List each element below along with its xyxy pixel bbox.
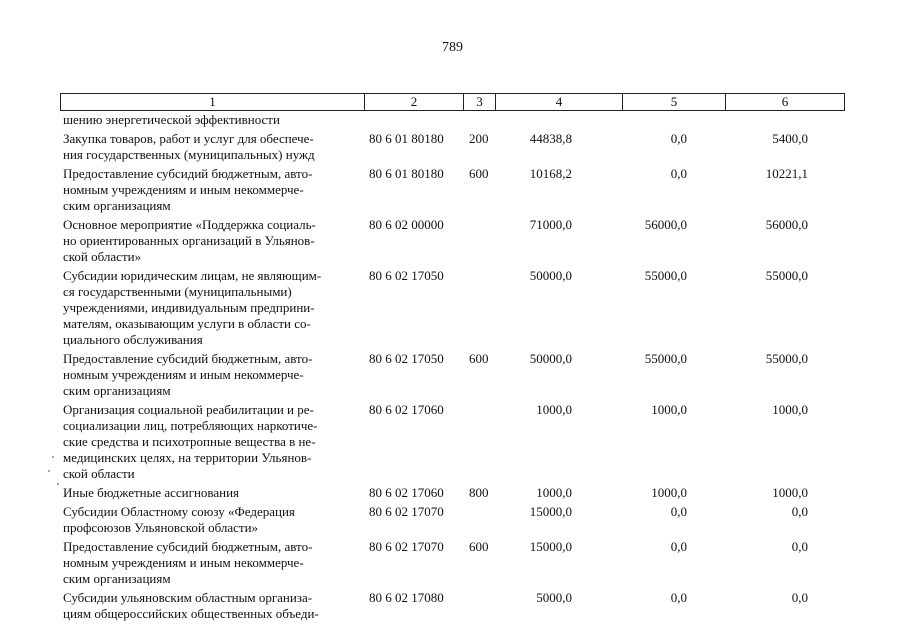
- table-header: [60, 93, 845, 111]
- row-description: Субсидии Областному союзу «Федерация профсоюзов Ульяновской области»: [63, 504, 295, 535]
- row-expense-type: 800: [469, 485, 489, 500]
- row-value-col5: 0,0: [670, 539, 687, 554]
- row-value-col5: 1000,0: [651, 402, 687, 417]
- row-value-col6: 5400,0: [772, 131, 808, 146]
- row-expense-type: 600: [469, 166, 489, 181]
- table-row: [63, 539, 843, 587]
- table-row: [63, 590, 843, 622]
- row-description: шению энергетической эффективности: [63, 112, 280, 127]
- row-value-col6: 0,0: [791, 504, 808, 519]
- row-description: Предоставление субсидий бюджетным, авто- номным учреждениям и иным некоммерче- ским организациям: [63, 539, 313, 586]
- table-row: [63, 504, 843, 536]
- row-code: 80 6 02 17050: [369, 268, 444, 283]
- header-col-4: 4: [496, 94, 623, 110]
- header-col-6: 6: [781, 94, 789, 109]
- scan-speck: [52, 456, 54, 458]
- row-value-col5: 0,0: [670, 131, 687, 146]
- row-value-col4: 1000,0: [536, 402, 572, 417]
- header-col-5: 5: [623, 94, 726, 110]
- row-value-col6: 55000,0: [765, 268, 808, 283]
- row-value-col5: 55000,0: [644, 268, 687, 283]
- budget-table-body: [63, 112, 843, 622]
- row-value-col6: 10221,1: [765, 166, 808, 181]
- row-code: 80 6 02 17080: [369, 590, 444, 605]
- row-value-col5: 55000,0: [644, 351, 687, 366]
- header-col-2: 2: [365, 94, 464, 110]
- row-value-col5: 1000,0: [651, 485, 687, 500]
- table-row: [63, 217, 843, 265]
- table-row: [63, 351, 843, 399]
- row-value-col5: 0,0: [670, 590, 687, 605]
- row-description: Организация социальной реабилитации и ре- социализации лиц, потребляющих наркотиче- ские средства и психотропные вещества в не- медицинских целях, на территории Ульянов- ской области: [63, 402, 318, 481]
- row-value-col6: 0,0: [791, 539, 808, 554]
- row-code: 80 6 01 80180: [369, 166, 444, 181]
- row-code: 80 6 02 00000: [369, 217, 444, 232]
- header-col-3: 3: [464, 94, 496, 110]
- row-code: 80 6 01 80180: [369, 131, 444, 146]
- row-description: Основное мероприятие «Поддержка социаль- но ориентированных организаций в Ульянов- ской области»: [63, 217, 316, 264]
- row-code: 80 6 02 17060: [369, 485, 444, 500]
- row-description: Закупка товаров, работ и услуг для обеспече- ния государственных (муниципальных) нужд: [63, 131, 315, 162]
- row-expense-type: 200: [469, 131, 489, 146]
- row-value-col5: 56000,0: [644, 217, 687, 232]
- header-col-1: 1: [61, 94, 365, 110]
- row-value-col4: 15000,0: [529, 504, 572, 519]
- row-description: Предоставление субсидий бюджетным, авто- номным учреждениям и иным некоммерче- ским организациям: [63, 351, 313, 398]
- scan-speck: [57, 483, 59, 485]
- row-description: Иные бюджетные ассигнования: [63, 485, 240, 500]
- row-value-col6: 1000,0: [772, 402, 808, 417]
- row-value-col5: 0,0: [670, 166, 687, 181]
- row-value-col6: 1000,0: [772, 485, 808, 500]
- table-row: [63, 485, 843, 501]
- row-code: 80 6 02 17050: [369, 351, 444, 366]
- row-expense-type: 600: [469, 539, 489, 554]
- row-value-col4: 71000,0: [529, 217, 572, 232]
- scan-speck: [48, 470, 50, 472]
- row-description: Предоставление субсидий бюджетным, авто- номным учреждениям и иным некоммерче- ским организациям: [63, 166, 313, 213]
- row-code: 80 6 02 17070: [369, 539, 444, 554]
- row-value-col6: 55000,0: [765, 351, 808, 366]
- row-value-col6: 56000,0: [765, 217, 808, 232]
- row-value-col5: 0,0: [670, 504, 687, 519]
- row-value-col4: 50000,0: [529, 351, 572, 366]
- page-number: 789: [442, 40, 463, 55]
- row-value-col4: 1000,0: [536, 485, 572, 500]
- row-code: 80 6 02 17060: [369, 402, 444, 417]
- row-value-col4: 10168,2: [529, 166, 572, 181]
- table-row: [63, 166, 843, 214]
- table-row: [63, 131, 843, 163]
- row-value-col4: 15000,0: [529, 539, 572, 554]
- table-row: [63, 268, 843, 348]
- row-code: 80 6 02 17070: [369, 504, 444, 519]
- row-description: Субсидии юридическим лицам, не являющим- ся государственными (муниципальными) учреждениями, индивидуальным предприни- мателям, оказывающим услуги в области со- циального обслуживания: [63, 268, 322, 347]
- row-value-col4: 50000,0: [529, 268, 572, 283]
- row-description: Субсидии ульяновским областным организа- циям общероссийских общественных объеди-: [63, 590, 319, 621]
- table-row: [63, 402, 843, 482]
- table-row: [63, 112, 843, 128]
- row-value-col6: 0,0: [791, 590, 808, 605]
- row-value-col4: 44838,8: [529, 131, 572, 146]
- row-value-col4: 5000,0: [536, 590, 572, 605]
- row-expense-type: 600: [469, 351, 489, 366]
